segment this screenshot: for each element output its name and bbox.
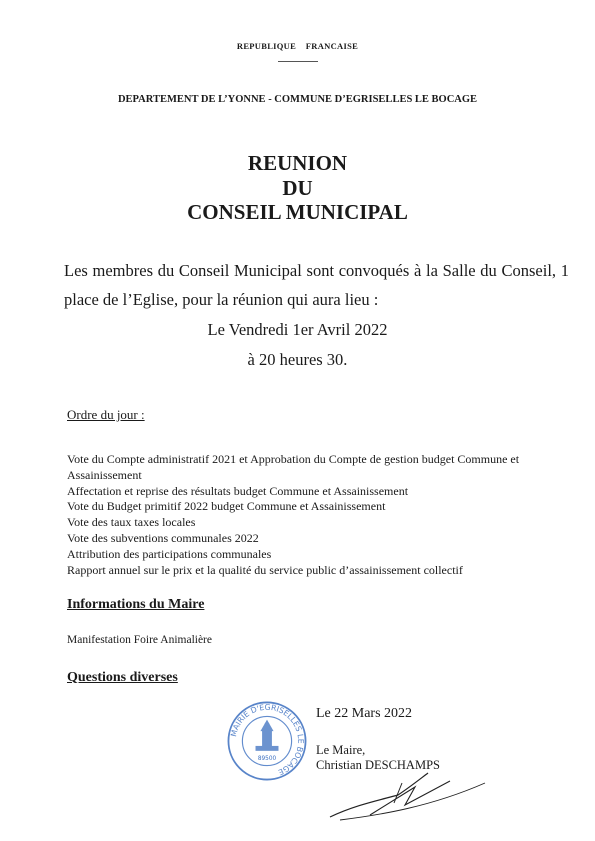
mayor-info-text: Manifestation Foire Animalière bbox=[67, 634, 212, 646]
republic-header: REPUBLIQUE FRANCAISE bbox=[236, 41, 359, 51]
agenda-item: Vote du Compte administratif 2021 et Approbation du Compte de gestion budget Commune et Assainissement bbox=[67, 452, 520, 482]
header-divider bbox=[278, 61, 318, 62]
convocation-text: Les membres du Conseil Municipal sont convoqués à la Salle du Conseil, 1 place de l’Eglise, pour la réunion qui aura lieu : bbox=[64, 261, 569, 309]
questions-heading: Questions diverses bbox=[67, 670, 178, 685]
meeting-time: à 20 heures 30. bbox=[247, 350, 348, 369]
mayor-info-heading: Informations du Maire bbox=[67, 597, 205, 612]
agenda-item: Affectation et reprise des résultats budget Commune et Assainissement bbox=[67, 483, 409, 498]
title-line-3: CONSEIL MUNICIPAL bbox=[187, 200, 408, 224]
signature-name: Christian DESCHAMPS bbox=[316, 758, 440, 772]
signature-role: Le Maire, bbox=[316, 743, 366, 757]
department-header: DEPARTEMENT DE L’YONNE - COMMUNE D’EGRISELLES LE BOCAGE bbox=[117, 94, 478, 105]
agenda-item: Vote des taux taxes locales bbox=[67, 515, 196, 530]
signature-date: Le 22 Mars 2022 bbox=[316, 706, 413, 721]
agenda-list bbox=[67, 452, 572, 578]
agenda-item: Vote des subventions communales 2022 bbox=[67, 530, 259, 545]
handwritten-signature bbox=[310, 765, 490, 825]
meeting-date: Le Vendredi 1er Avril 2022 bbox=[207, 320, 388, 339]
agenda-item: Vote du Budget primitif 2022 budget Commune et Assainissement bbox=[67, 499, 386, 514]
svg-text:MAIRIE D'EGRISELLES LE BOCAGE: MAIRIE D'EGRISELLES LE BOCAGE bbox=[229, 702, 306, 777]
agenda-heading: Ordre du jour : bbox=[67, 407, 145, 422]
svg-text:89500: 89500 bbox=[257, 755, 277, 762]
agenda-item: Attribution des participations communales bbox=[67, 546, 272, 561]
agenda-item: Rapport annuel sur le prix et la qualité du service public d’assainissement collectif bbox=[67, 562, 463, 577]
mairie-stamp bbox=[226, 700, 308, 782]
title-line-2: DU bbox=[282, 176, 313, 200]
title-line-1: REUNION bbox=[247, 151, 348, 175]
